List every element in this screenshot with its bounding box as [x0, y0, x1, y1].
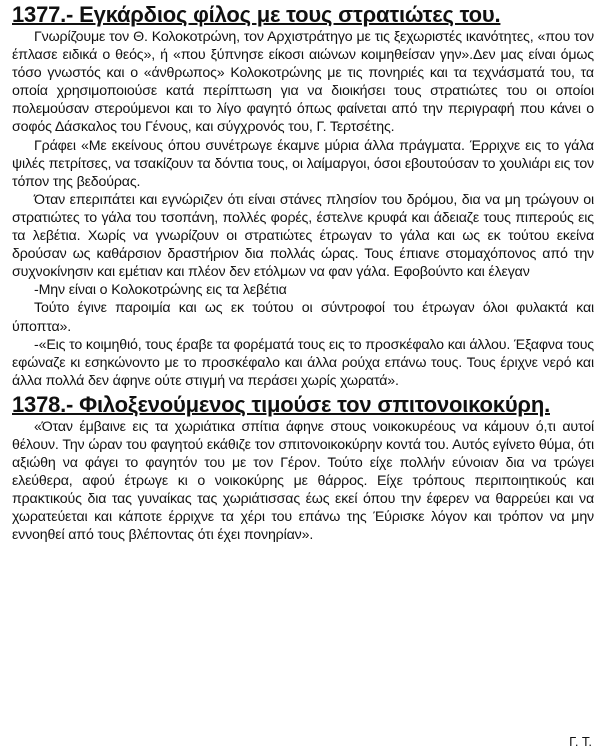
section-1377-paragraph-6: -«Εις το κοιμηθιό, τους έραβε τα φορέματά τους εις το προσκέφαλο και άλλου. Έξαφνα τους εφώναζε κι εσηκώνοντο με το προσκέφαλο και άλλα ρούχα επάνω τους. Τους έριχνε νερό και άλλα πολλά δεν άφηνε ούτε στιγμή να περάσει χωρίς χωρατά».	[12, 336, 594, 389]
section-1377-paragraph-3: Όταν επεριπάτει και εγνώριζεν ότι είναι στάνες πλησίον του δρόμου, δια να μη τρώγουν οι στρατιώτες το γάλα του τσοπάνη, πολλές φορές, έστελνε κρυφά και άδειαζε τους πιπερούς εις τα λεβέτια. Χωρίς να γνωρίζουν οι στρατιώτες έτρωγαν το γάλα και ως εκ τούτου εκείνα δρούσαν ως καθάρσιον δραστήριον δια πολλάς ώρας. Τους έπιανε στομαχόπονος από την συχνοκίνησιν και εμέτιαν και πλέον δεν ετόλμων να φαν γάλα. Εφοβούντο και έλεγαν	[12, 191, 594, 281]
section-1377-paragraph-4: -Μην είναι ο Κολοκοτρώνης εις τα λεβέτια	[34, 282, 287, 299]
signature-fragment: Γ. Τ.	[569, 734, 592, 749]
section-1378-title: 1378.- Φιλοξενούμενος τιμούσε τον σπιτονοικοκύρη.	[12, 391, 550, 417]
section-1377-paragraph-2: Γράφει «Με εκείνους όπου συνέτρωγε έκαμνε μύρια άλλα πράγματα. Έρριχνε εις το γάλα ψιλές πετρίτσες, να τσακίζουν τα δόντια τους, οι λαίμαργοι, όσοι εβουτούσαν το χουλιάρι εις τον τόπον της βεδούρας.	[12, 137, 594, 190]
section-1377-paragraph-1: Γνωρίζουμε τον Θ. Κολοκοτρώνη, τον Αρχιστράτηγο με τις ξεχωριστές ικανότητες, «που τον έπλασε ειδικά ο θεός», ή «που ξύπνησε είκοσι αιώνων κοιμηθείσαν γην».Δεν μας είναι όμως τόσο γνωστός και ο «άνθρωπος» Κολοκοτρώνης με τις πονηριές και τα τεχνάσματά του, τα οποία χρησιμοποιούσε κατά περίπτωση για να διοικήσει τους στρατιώτες του οι οποίοι πολεμούσαν στερούμενοι και το λίγο φαγητό όπως φαίνεται από την περιγραφή που κάνει ο σοφός Δάσκαλος του Γένους, και σύγχρονός του, Γ. Τερτσέτης.	[12, 29, 594, 136]
section-1377-paragraph-5: Τούτο έγινε παροιμία και ως εκ τούτου οι σύντροφοί του έτρωγαν όλοι φυλακτά και ύποπτα».	[12, 300, 594, 335]
section-1377-title: 1377.- Εγκάρδιος φίλος με τους στρατιώτες του.	[12, 2, 501, 27]
section-1378-paragraph-1: «Όταν έμβαινε εις τα χωριάτικα σπίτια άφηνε στους νοικοκυρέους να κάμουν ό,τι αυτοί θέλουν. Την ώραν του φαγητού εκάθιζε τον σπιτονοικοκύρην κοντά του. Αυτός εγίνετο θύμα, ότι αξιώθη να φάγει το φαγητόν του με τον Γέρον. Τούτο είχε πολλήν εύνοιαν δια να τρώγει ελεύθερα, αφού έτρωγε κι ο νοικοκύρης με θάρρος. Είχε τρόπους περιποιητικούς και πρακτικούς δια τας γυναίκας τας χωριάτισσας έως εκεί όπου την έφερεν να θαρρεύει και να χωρατεύεται και κάποτε έρριχνε τα χέρι του επάνω της Έύρισκε λόγον και τρόπον να μην εννοηθεί από τους βλέποντας ότι έχει πονηρίαν».	[12, 418, 594, 544]
